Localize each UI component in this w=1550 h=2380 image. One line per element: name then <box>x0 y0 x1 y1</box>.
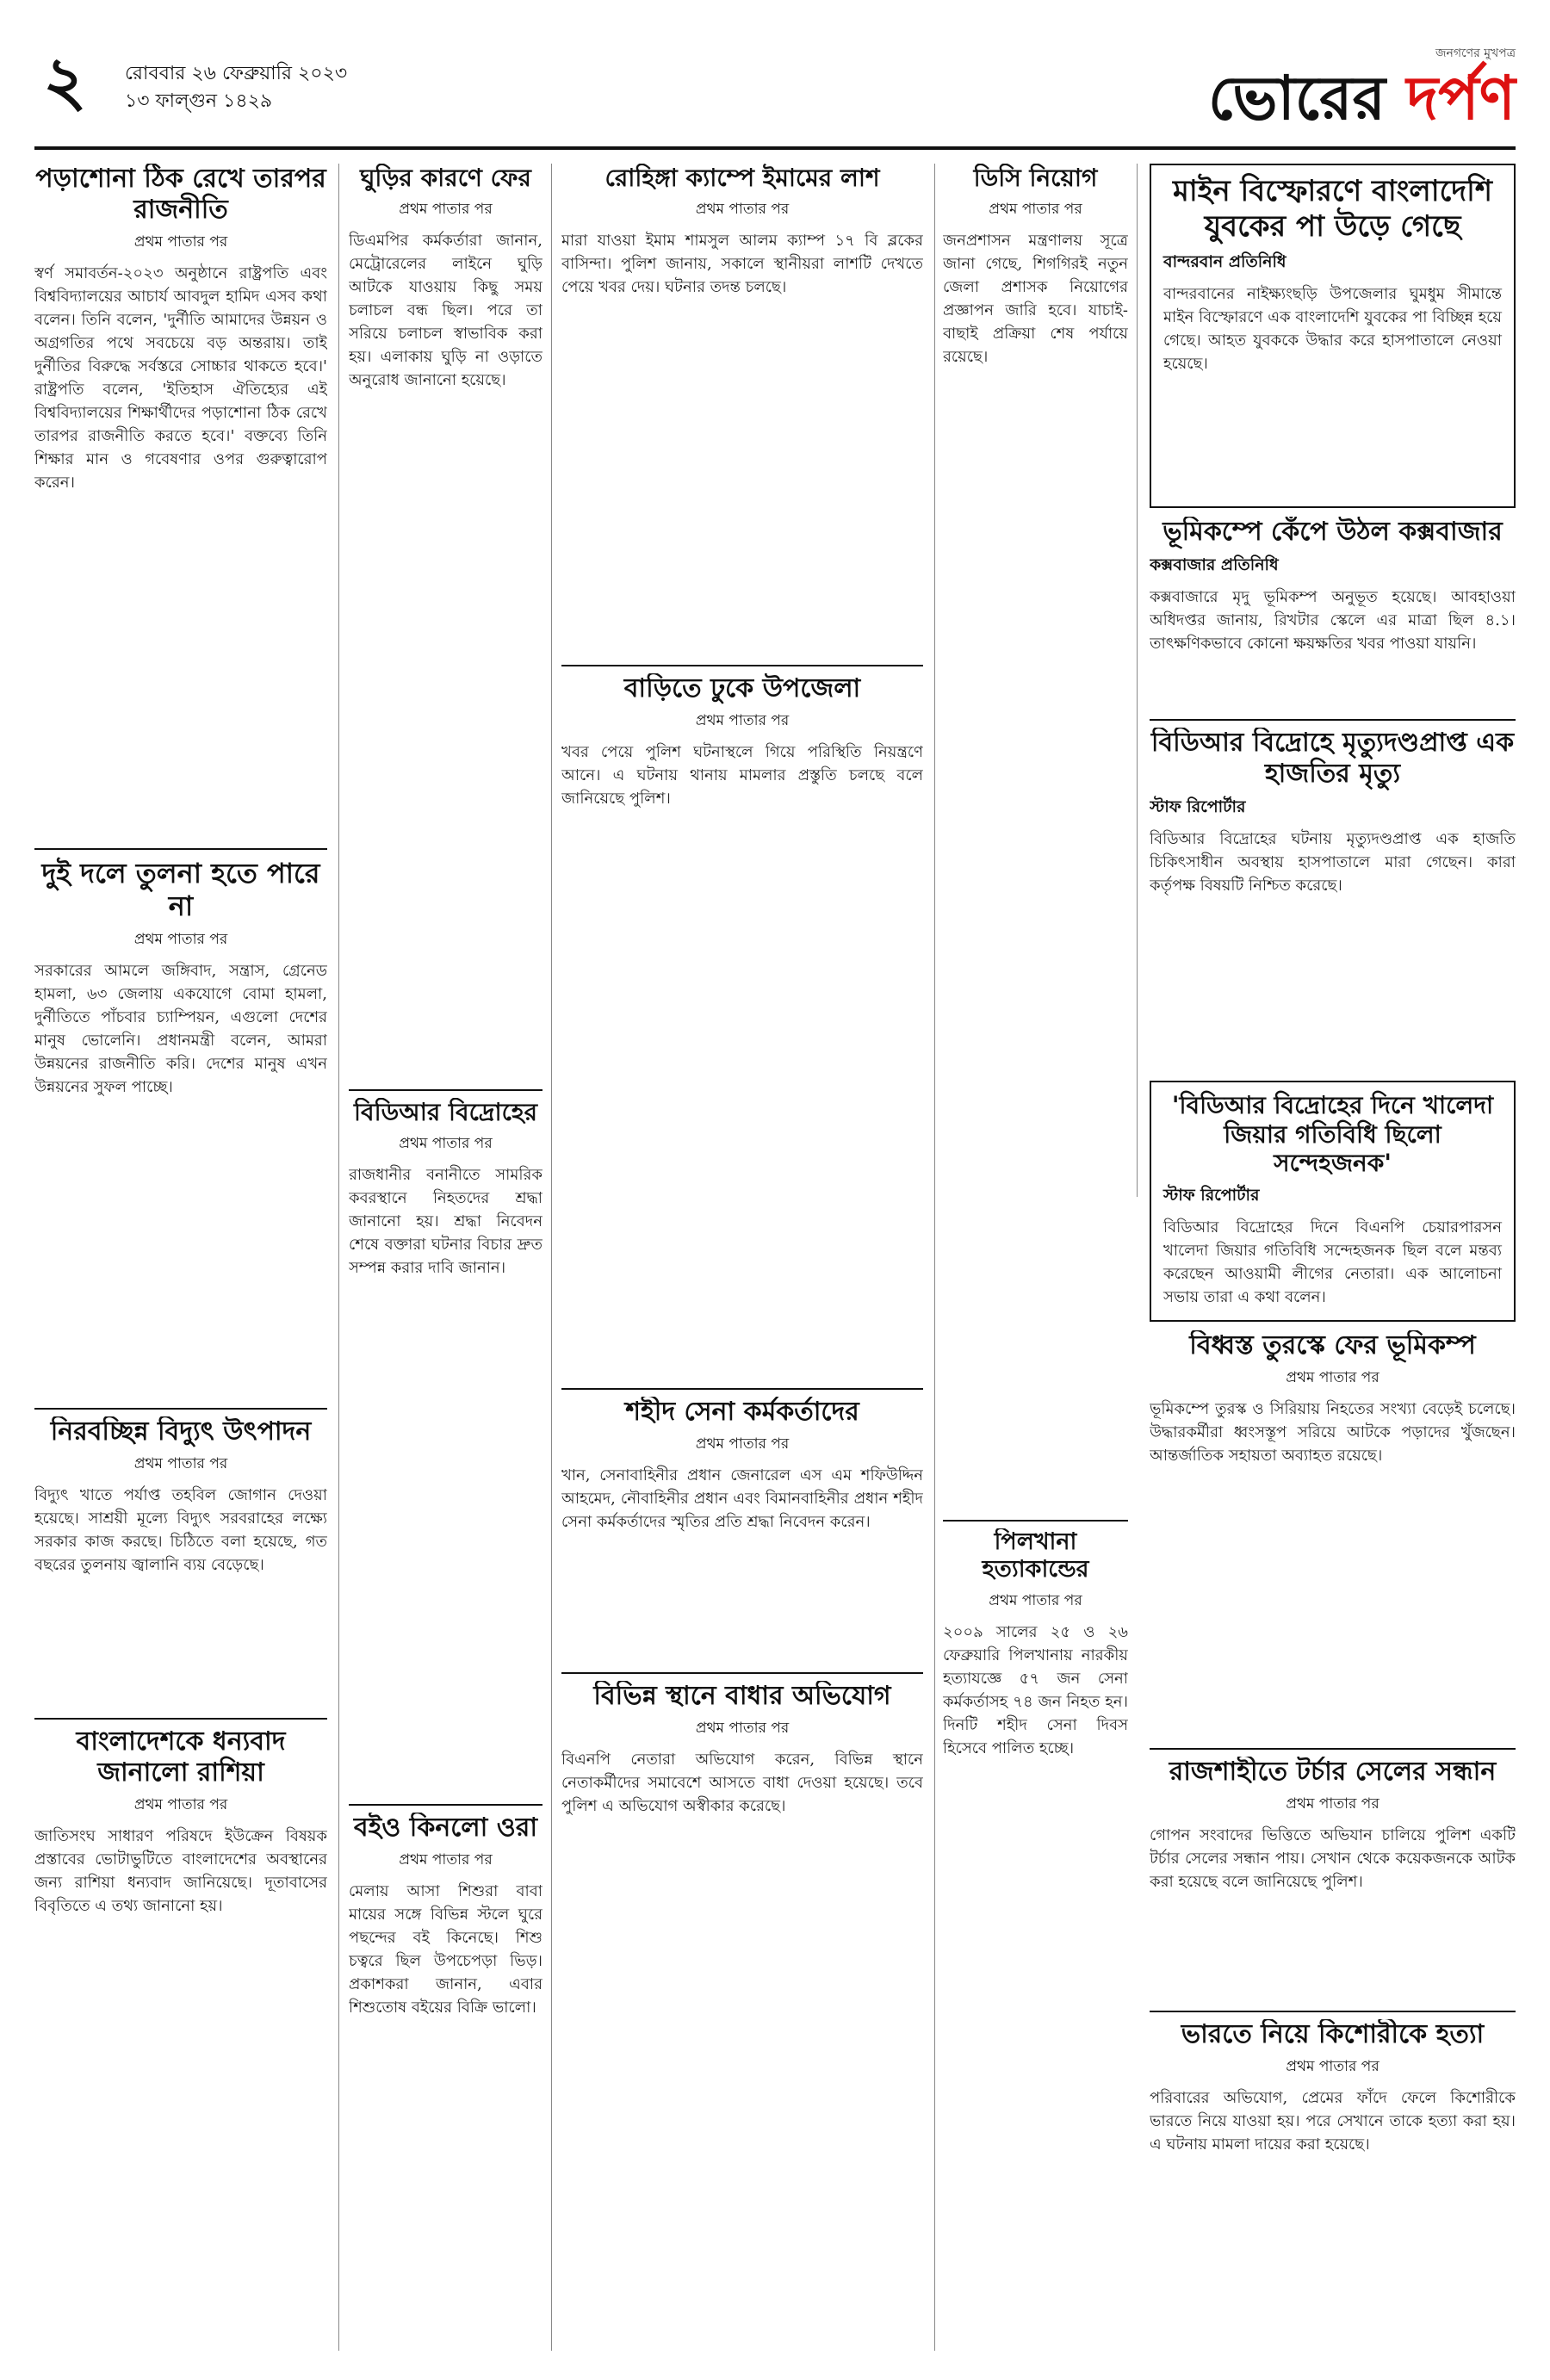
column-rule <box>934 164 935 2351</box>
divider <box>34 1408 327 1410</box>
article-bdr <box>349 1098 542 1795</box>
article-body: সরকারের আমলে জঙ্গিবাদ, সন্ত্রাস, গ্রেনেড হামলা, ৬৩ জেলায় একযোগে বোমা হামলা, দুর্নীতিতে পাঁচবার চ্যাম্পিয়ন, এগুলো দেশের মানুষ ভোলেনি। প্রধানমন্ত্রী বলেন, আমরা উন্নয়নের রাজনীতি করি। দেশের মানুষ এখন উন্নয়নের সুফল পাচ্ছে। <box>34 961 327 1096</box>
article-obstruction <box>561 1681 923 2348</box>
article-politics <box>34 164 327 844</box>
article-martyrs <box>561 1397 923 1664</box>
headline: বিধ্বস্ত তুরস্কে ফের ভূমিকম্প <box>1189 1330 1476 1360</box>
headline: মাইন বিস্ফোরণে বাংলাদেশি যুবকের পা উড়ে গেছে <box>1173 174 1492 244</box>
divider <box>943 1520 1128 1522</box>
byline: কক্সবাজার প্রতিনিধি <box>1150 555 1279 574</box>
article-body: জনপ্রশাসন মন্ত্রণালয় সূত্রে জানা গেছে, শিগগিরই নতুন জেলা প্রশাসক নিয়োগের প্রজ্ঞাপন জারি হবে। যাচাই-বাছাই প্রক্রিয়া শেষ পর্যায়ে রয়েছে। <box>943 231 1128 366</box>
headline: পিলখানা হত্যাকান্ডের <box>982 1528 1089 1584</box>
divider <box>561 1388 923 1390</box>
article-body: খবর পেয়ে পুলিশ ঘটনাস্থলে গিয়ে পরিস্থিতি নিয়ন্ত্রণে আনে। এ ঘটনায় থানায় মামলার প্রস্তুতি চলছে বলে জানিয়েছে পুলিশ। <box>561 743 923 808</box>
article-dc <box>943 164 1128 1515</box>
continuation: প্রথম পাতার পর <box>133 1455 228 1472</box>
brand <box>1208 43 1516 133</box>
tagline: জনগণের মুখপত্র <box>1435 46 1516 60</box>
masthead <box>34 34 1516 150</box>
headline: বাংলাদেশকে ধন্যবাদ জানালো রাশিয়া <box>76 1726 286 1788</box>
date-bengali: ১৩ ফাল্গুন ১৪২৯ <box>125 90 273 112</box>
article-bdr-death <box>1150 728 1516 1072</box>
continuation: প্রথম পাতার পর <box>695 1720 790 1737</box>
divider <box>561 1672 923 1674</box>
article-comparison <box>34 857 327 1399</box>
article-turkey <box>1150 1330 1516 1744</box>
divider <box>34 1718 327 1720</box>
article-khaleda <box>1150 1081 1516 1322</box>
continuation: প্রথম পাতার পর <box>133 233 228 251</box>
article-body: বিএনপি নেতারা অভিযোগ করেন, বিভিন্ন স্থানে নেতাকর্মীদের সমাবেশে আসতে বাধা দেওয়া হয়েছে। তবে পুলিশ এ অভিযোগ অস্বীকার করেছে। <box>561 1751 923 1815</box>
headline: দুই দলে তুলনা হতে পারে না <box>41 857 320 923</box>
column-rule <box>338 164 339 2351</box>
logo-part-1: ভোরের <box>1208 62 1407 133</box>
continuation: প্রথম পাতার পর <box>399 200 493 218</box>
article-pilkhana <box>943 1528 1128 2346</box>
divider <box>349 1804 542 1806</box>
divider <box>1150 2011 1516 2012</box>
article-body: পরিবারের অভিযোগ, প্রেমের ফাঁদে ফেলে কিশোরীকে ভারতে নিয়ে যাওয়া হয়। পরে সেখানে তাকে হত্যা করা হয়। এ ঘটনায় মামলা দায়ের করা হয়েছে। <box>1150 2089 1516 2154</box>
continuation: প্রথম পাতার পর <box>989 200 1082 218</box>
article-kite <box>349 164 542 1085</box>
headline: বিডিআর বিদ্রোহে মৃত্যুদণ্ডপ্রাপ্ত এক হাজতির মৃত্যু <box>1150 728 1515 789</box>
headline: ভূমিকম্পে কেঁপে উঠল কক্সবাজার <box>1162 517 1503 547</box>
byline: স্টাফ রিপোর্টার <box>1163 1185 1260 1205</box>
article-india-murder <box>1150 2019 1516 2346</box>
article-earthquake-coxsbazar <box>1150 517 1516 715</box>
continuation: প্রথম পাতার পর <box>695 200 790 218</box>
article-body: বিদ্যুৎ খাতে পর্যাপ্ত তহবিল জোগান দেওয়া হয়েছে। সাশ্রয়ী মূল্যে বিদ্যুৎ সরবরাহের লক্ষ্যে সরকার কাজ করছে। চিঠিতে বলা হয়েছে, গত বছরের তুলনায় জ্বালানি ব্যয় বেড়েছে। <box>34 1486 327 1574</box>
article-body: জাতিসংঘ সাধারণ পরিষদে ইউক্রেন বিষয়ক প্রস্তাবের ভোটাভুটিতে বাংলাদেশের অবস্থানের জন্য রাশিয়া ধন্যবাদ জানিয়েছে। দূতাবাসের বিবৃতিতে এ তথ্য জানানো হয়। <box>34 1827 327 1915</box>
article-upazila <box>561 673 923 1379</box>
headline: ডিসি নিয়োগ <box>973 164 1098 192</box>
headline: বইও কিনলো ওরা <box>353 1813 538 1843</box>
headline: শহীদ সেনা কর্মকর্তাদের <box>625 1397 859 1427</box>
article-body: খান, সেনাবাহিনীর প্রধান জেনারেল এস এম শফিউদ্দিন আহমেদ, নৌবাহিনীর প্রধান এবং বিমানবাহিনীর প্রধান শহীদ সেনা কর্মকর্তাদের স্মৃতির প্রতি শ্রদ্ধা নিবেদন করেন। <box>561 1466 923 1531</box>
newspaper-logo <box>1208 64 1516 133</box>
byline: বান্দরবান প্রতিনিধি <box>1163 251 1286 271</box>
article-body: ভূমিকম্পে তুরস্ক ও সিরিয়ায় নিহতের সংখ্যা বেড়েই চলেছে। উদ্ধারকর্মীরা ধ্বংসস্তূপ সরিয়ে আটকে পড়াদের খুঁজছেন। আন্তর্জাতিক সহায়তা অব্যাহত রয়েছে। <box>1150 1400 1516 1465</box>
continuation: প্রথম পাতার পর <box>1286 1369 1380 1386</box>
article-body: কক্সবাজারে মৃদু ভূমিকম্প অনুভূত হয়েছে। আবহাওয়া অধিদপ্তর জানায়, রিখটার স্কেলে এর মাত্রা ছিল ৪.১। তাৎক্ষণিকভাবে কোনো ক্ষয়ক্ষতির খবর পাওয়া যায়নি। <box>1150 588 1516 653</box>
continuation: প্রথম পাতার পর <box>133 930 228 948</box>
article-body: বান্দরবানের নাইক্ষ্যংছড়ি উপজেলার ঘুমধুম সীমান্তে মাইন বিস্ফোরণে এক বাংলাদেশি যুবকের পা বিচ্ছিন্ন হয়ে গেছে। আহত যুবককে উদ্ধার করে হাসপাতালে নেওয়া হয়েছে। <box>1163 284 1502 373</box>
headline: বিভিন্ন স্থানে বাধার অভিযোগ <box>593 1681 891 1711</box>
headline: বাড়িতে ঢুকে উপজেলা <box>623 673 861 703</box>
divider <box>1150 1748 1516 1750</box>
article-body: বিডিআর বিদ্রোহের ঘটনায় মৃত্যুদণ্ডপ্রাপ্ত এক হাজতি চিকিৎসাধীন অবস্থায় হাসপাতালে মারা গেছেন। কারা কর্তৃপক্ষ বিষয়টি নিশ্চিত করেছে। <box>1150 830 1516 895</box>
article-body: মেলায় আসা শিশুরা বাবা মায়ের সঙ্গে বিভিন্ন স্টলে ঘুরে পছন্দের বই কিনেছে। শিশু চত্বরে ছিল উপচেপড়া ভিড়। প্রকাশকরা জানান, এবার শিশুতোষ বইয়ের বিক্রি ভালো। <box>349 1882 542 2017</box>
article-rohingya <box>561 164 923 663</box>
article-electricity <box>34 1416 327 1709</box>
headline: রোহিঙ্গা ক্যাম্পে ইমামের লাশ <box>604 164 880 192</box>
divider <box>561 665 923 666</box>
divider <box>349 1089 542 1091</box>
article-body: রাজধানীর বনানীতে সামরিক কবরস্থানে নিহতদের শ্রদ্ধা জানানো হয়। শ্রদ্ধা নিবেদন শেষে বক্তারা ঘটনার বিচার দ্রুত সম্পন্ন করার দাবি জানান। <box>349 1165 542 1277</box>
logo-part-2: দর্পণ <box>1406 62 1516 133</box>
article-body: গোপন সংবাদের ভিত্তিতে অভিযান চালিয়ে পুলিশ একটি টর্চার সেলের সন্ধান পায়। সেখান থেকে কয়েকজনকে আটক করা হয়েছে বলে জানিয়েছে পুলিশ। <box>1150 1826 1516 1891</box>
page-number: ২ <box>43 42 87 121</box>
continuation: প্রথম পাতার পর <box>989 1591 1082 1609</box>
article-books <box>349 1813 542 2346</box>
headline: নিরবচ্ছিন্ন বিদ্যুৎ উৎপাদন <box>50 1416 312 1447</box>
continuation: প্রথম পাতার পর <box>1286 2058 1380 2075</box>
article-torture-cell <box>1150 1757 1516 2006</box>
headline: পড়াশোনা ঠিক রেখে তারপর রাজনীতি <box>35 164 326 225</box>
date-gregorian: রোববার ২৬ ফেব্রুয়ারি ২০২৩ <box>125 63 348 84</box>
article-body: স্বর্ণ সমাবর্তন-২০২৩ অনুষ্ঠানে রাষ্ট্রপতি এবং বিশ্ববিদ্যালয়ের আচার্য আবদুল হামিদ এসব কথা বলেন। তিনি বলেন, 'দুর্নীতি আমাদের উন্নয়ন ও অগ্রগতির পথে সবচেয়ে বড় অন্তরায়। তাই দুর্নীতির বিরুদ্ধে সর্বস্তরে সোচ্চার থাকতে হবে।' রাষ্ট্রপতি বলেন, 'ইতিহাস ঐতিহ্যের এই বিশ্ববিদ্যালয়ের শিক্ষার্থীদের পড়াশোনা ঠিক রেখে তারপর রাজনীতি করতে হবে।' বক্তব্যে তিনি শিক্ষার মান ও গবেষণার ওপর গুরুত্বারোপ করেন। <box>34 264 327 492</box>
article-body: বিডিআর বিদ্রোহের দিনে বিএনপি চেয়ারপারসন খালেদা জিয়ার গতিবিধি সন্দেহজনক ছিল বলে মন্তব্য করেছেন আওয়ামী লীগের নেতারা। এক আলোচনা সভায় তারা এ কথা বলেন। <box>1163 1218 1502 1306</box>
date-line <box>125 60 347 115</box>
continuation: প্রথম পাতার পর <box>1286 1795 1380 1813</box>
continuation: প্রথম পাতার পর <box>399 1134 493 1152</box>
divider <box>34 848 327 850</box>
continuation: প্রথম পাতার পর <box>695 1435 790 1453</box>
article-russia <box>34 1726 327 2346</box>
divider <box>1150 719 1516 721</box>
article-body: ২০০৯ সালের ২৫ ও ২৬ ফেব্রুয়ারি পিলখানায় নারকীয় হত্যাযজ্ঞে ৫৭ জন সেনা কর্মকর্তাসহ ৭৪ জন নিহত হন। দিনটি শহীদ সেনা দিবস হিসেবে পালিত হচ্ছে। <box>943 1622 1128 1757</box>
column-rule <box>1137 164 1138 1197</box>
continuation: প্রথম পাতার পর <box>133 1796 228 1813</box>
byline: স্টাফ রিপোর্টার <box>1150 797 1246 816</box>
article-body: ডিএমপির কর্মকর্তারা জানান, মেট্রোরেলের লাইনে ঘুড়ি আটকে যাওয়ায় কিছু সময় চলাচল বন্ধ ছিল। পরে তা সরিয়ে চলাচল স্বাভাবিক করা হয়। এলাকায় ঘুড়ি না ওড়াতে অনুরোধ জানানো হয়েছে। <box>349 231 542 389</box>
column-rule <box>551 164 552 2351</box>
article-mine <box>1150 164 1516 508</box>
headline: 'বিডিআর বিদ্রোহের দিনে খালেদা জিয়ার গতিবিধি ছিলো সন্দেহজনক' <box>1171 1091 1494 1178</box>
headline: রাজশাহীতে টর্চার সেলের সন্ধান <box>1169 1757 1497 1787</box>
continuation: প্রথম পাতার পর <box>399 1851 493 1869</box>
headline: ভারতে নিয়ে কিশোরীকে হত্যা <box>1181 2019 1485 2049</box>
headline: বিডিআর বিদ্রোহের <box>354 1098 537 1126</box>
continuation: প্রথম পাতার পর <box>695 712 790 729</box>
headline: ঘুড়ির কারণে ফের <box>360 164 531 192</box>
article-body: মারা যাওয়া ইমাম শামসুল আলম ক্যাম্প ১৭ বি ব্লকের বাসিন্দা। পুলিশ জানায়, সকালে স্থানীয়রা লাশটি দেখতে পেয়ে খবর দেয়। ঘটনার তদন্ত চলছে। <box>561 231 923 296</box>
